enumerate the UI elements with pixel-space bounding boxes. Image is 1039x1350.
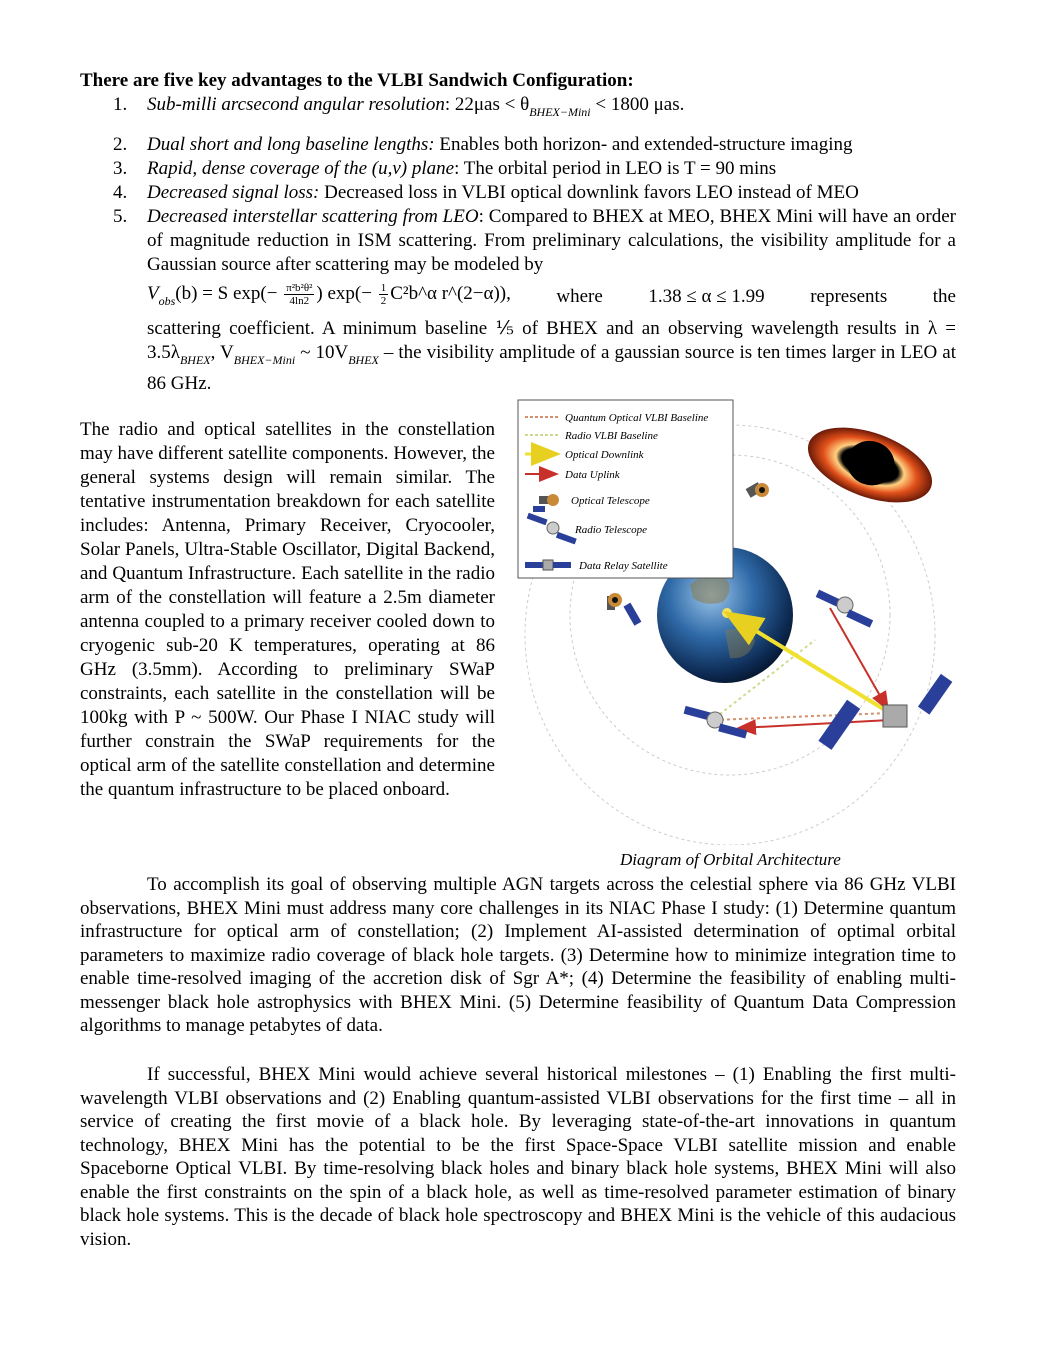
optical-telescope-satellite xyxy=(607,593,641,626)
legend-relay: Data Relay Satellite xyxy=(579,560,668,572)
legend-quantum: Quantum Optical VLBI Baseline xyxy=(565,412,709,424)
section-heading: There are five key advantages to the VLBI Sandwich Configuration: xyxy=(80,70,634,91)
list-item: 4. Decreased signal loss: Decreased loss in VLBI optical downlink favors LEO instead of MEO xyxy=(113,182,859,203)
legend-optical-telescope: Optical Telescope xyxy=(571,495,650,507)
legend-uplink: Data Uplink xyxy=(565,469,620,481)
figure-caption: Diagram of Orbital Architecture xyxy=(620,850,841,869)
challenges-paragraph: To accomplish its goal of observing multiple AGN targets across the celestial sphere via 86 GHz VLBI observations, BHEX Mini must address many core challenges in its NIAC Phase I study: (1) Determine quantum infrastructure for optical arm of constellation; (2) Implement AI-assisted determination of optimal orbital parameters to maximize radio coverage of black hole targets. (3) Determine how to minimize integration time to enable time-resolved imaging of the accretion disk of Sgr A*; (4) Determine the feasibility of enabling multi-messenger black hole astrophysics with BHEX Mini. (5) Determine feasibility of Quantum Data Compression algorithms to manage petabytes of data. xyxy=(80,874,956,1036)
list-item: 3. Rapid, dense coverage of the (u,v) plane: The orbital period in LEO is T = 90 mins xyxy=(113,158,777,179)
data-relay-satellite xyxy=(818,674,952,750)
legend-downlink: Optical Downlink xyxy=(565,449,644,461)
quantum-baseline xyxy=(715,713,890,720)
data-uplink-2 xyxy=(740,720,890,728)
orbital-architecture-diagram xyxy=(515,390,960,845)
black-hole-illustration xyxy=(798,413,942,518)
advantages-list xyxy=(80,93,956,396)
instrumentation-paragraph: The radio and optical satellites in the constellation may have different satellite components. However, the general systems design will remain similar. The tentative instrumentation breakdown for each satellite includes: Antenna, Primary Receiver, Cryocooler, Solar Panels, Ultra-Stable Oscillator, Digital Backend, and Quantum Infrastructure. Each satellite in the radio arm of the constellation will feature a 2.5m diameter antenna coupled to a primary receiver cooled down to cryogenic sub-20 K temperatures, operating at 86 GHz (3.5mm). According to preliminary SWaP constraints, each satellite in the constellation will be 100kg with P ~ 500W. Our Phase I NIAC study will further constrain the SWaP requirements for the optical arm of the satellite constellation and determine the quantum infrastructure to be placed onboard. xyxy=(80,419,495,800)
list-item: 5. Decreased interstellar scattering from LEO: Compared to BHEX at MEO, BHEX Mini will have an order of magnitude reduction in ISM scattering. From preliminary calculations, the visibility amplitude for a Gaussian source after scattering may be modeled by $V_{obs}(b) = S$ exp(− $\frac{\text{π²b²θ²}}{4\ln 2}$ ) exp(− $\frac{1}{2}$ C²b^α r^(2−α)), where 1.38 ≤ α ≤ 1.99 represents the scattering coefficient. A minimum baseline ⅕ of BHEX and an observing wavelength results in $\lambda = 3.5\lambda_{BHEX}$, $V_{BHEX-Mini}$ ~ $10V_{BHEX}$ – the visibility amplitude of a gaussian source is ten times larger in LEO at 86 GHz. xyxy=(113,206,956,394)
list-item: 2. Dual short and long baseline lengths: Enables both horizon- and extended-structure imaging xyxy=(113,134,853,155)
radio-telescope-satellite xyxy=(684,706,748,739)
radio-telescope-satellite xyxy=(816,590,873,628)
milestones-paragraph: If successful, BHEX Mini would achieve several historical milestones – (1) Enabling the first multi-wavelength VLBI observations and (2) Enabling quantum-assisted VLBI observations for the first time – all in service of creating the first movie of a black hole. By leveraging state-of-the-art innovations in quantum technology, BHEX Mini has the potential to be the first Space-Space VLBI satellite mission and enable Spaceborne Optical VLBI. By time-resolving black holes and binary black hole systems, BHEX Mini will also enable the first constraints on the spin of a black hole, as well as time-resolved parameter estimation of binary black hole systems. This is the decade of black hole spectroscopy and BHEX Mini is the vehicle of this audacious vision. xyxy=(80,1064,956,1250)
diagram-legend xyxy=(518,400,733,578)
legend-radio-baseline: Radio VLBI Baseline xyxy=(565,430,658,442)
list-item: 1. Sub-milli arcsecond angular resolution: $22\mu as < \theta_{BHEX-Mini} < 1800$ μas. xyxy=(113,94,685,119)
optical-telescope-satellite xyxy=(746,482,769,498)
legend-radio-telescope: Radio Telescope xyxy=(575,524,647,536)
visibility-equation: $V_{obs}(b) = S$ exp(− $\frac{\text{π²b²θ²}}{4\ln 2}$ ) exp(− $\frac{1}{2}$ C²b^α r^(2−α)), where 1.38 ≤ α ≤ 1.99 represents the xyxy=(147,281,956,308)
